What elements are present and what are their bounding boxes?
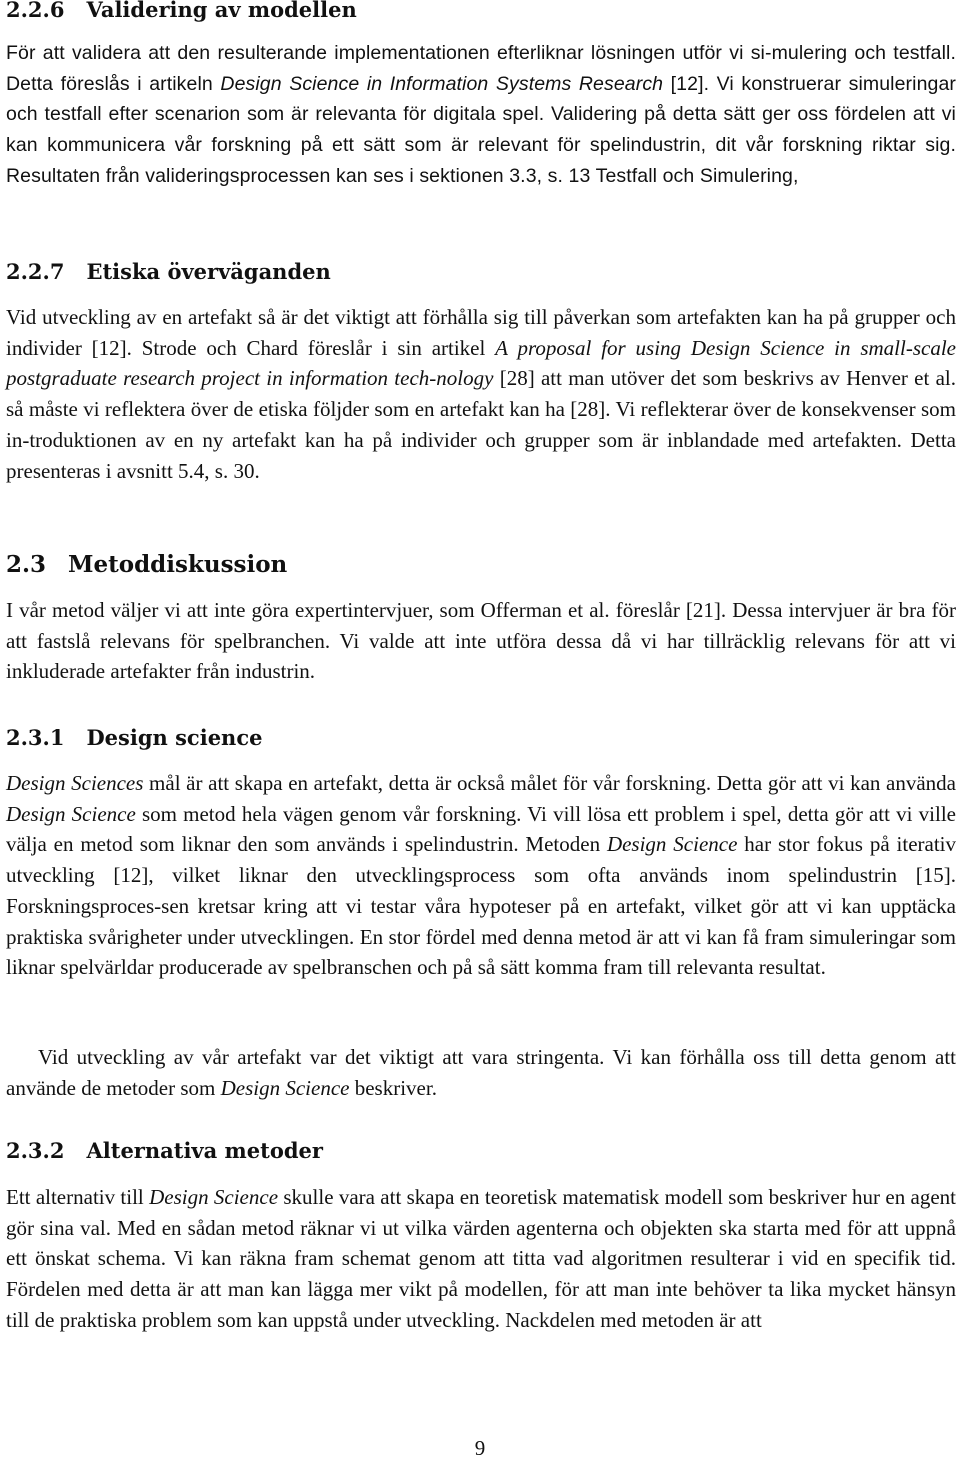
section-number: 2.3 [6,551,47,578]
section-number: 2.3.1 [6,725,65,750]
page-number: 9 [474,1436,486,1460]
section-heading-2-3-1 [6,725,262,751]
text-run: [12]. Vi konstruerar simuleringar och testfall efter scenarion som är relevanta för digitala spel. Validering på detta sätt ger oss fördelen att vi kan kommunicera vår forskning på ett sätt som är relevant för spelindustrin, dit vår forskning riktar sig. Resultaten från valideringsprocessen kan ses i sektionen 3.3, s. 13 Testfall och Simulering, [6,72,956,187]
paragraph [6,38,956,192]
italic-text-run: A proposal for using Design Science in small-scale postgraduate research project in information tech-nology [6,335,956,391]
paragraph [6,1182,956,1336]
text-run: För att validera att den resulterande implementationen efterliknar lösningen utför vi si-mulering och testfall. Detta föreslås i artikeln [6,42,956,95]
section-title: Metoddiskussion [68,551,288,578]
text-run: Vid utveckling av en artefakt så är det viktigt att förhålla sig till påverkan som artefakten kan ha på grupper och individer [12]. Strode och Chard föreslår i sin artikel [6,305,956,360]
section-title: Alternativa metoder [86,1138,323,1163]
text-run: beskriver. [349,1075,437,1100]
text-run: som metod hela vägen genom vår forskning. Vi vill lösa ett problem i spel, detta gör att vi ville välja en metod som liknar den som används i spelindustrin. Metoden [6,801,956,857]
section-title: Etiska överväganden [86,259,331,284]
text-run: Ett alternativ till [6,1185,150,1209]
text-run: mål är att skapa en artefakt, detta är också målet för vår forskning. Detta gör att vi kan använda [143,771,956,795]
text-run: skulle vara att skapa en teoretisk matematisk modell som beskriver hur en agent gör sina val. Med en sådan metod räknar vi ut vilka värden agenterna och objekten ska starta med för att uppnå ett önskat schema. Vi kan räkna fram schemat genom att titta vad algoritmen resulterar i vid en specifik tid. Fördelen med detta är att man kan lägga mer vikt på modellen, för att man inte behöver ta lika mycket hänsyn till de praktiska problem som kan uppstå under utveckling. Nackdelen med metoden är att [6,1185,956,1332]
section-title: Validering av modellen [86,0,357,22]
italic-text-run: Design Science [220,1075,350,1100]
italic-text-run: Design Science [606,832,738,857]
section-title: Design science [86,725,263,750]
text-run: Vid utveckling av vår artefakt var det viktigt att vara stringenta. Vi kan förhålla oss till detta genom att använde de metoder som [6,1045,956,1100]
italic-text-run: Design Science [149,1185,279,1209]
section-number: 2.2.7 [6,259,65,284]
section-number: 2.2.6 [6,0,65,22]
section-heading-2-3-2 [6,1138,323,1164]
section-heading-2-2-7 [6,259,331,285]
italic-text-run: Design Science in Information Systems Research [220,72,664,95]
paragraph [6,768,956,983]
italic-text-run: Design Science [6,801,136,826]
text-run: [28] att man utöver det som beskrivs av Henver et al. så måste vi reflektera över de etiska följder som en artefakt kan ha [28]. Vi reflekterar över de konsekvenser som in-troduktionen av en ny artefakt kan ha på individer och grupper som är inblandade med artefakten. Detta presenteras i avsnitt 5.4, s. 30. [6,366,956,483]
text-run: har stor fokus på iterativ utveckling [12], vilket liknar den utvecklingsprocess som ofta används inom spelindustrin [15]. Forskningsproces-sen kretsar kring att vi testar våra hypoteser på en artefakt, vilket gör att vi kan upptäcka praktiska svårigheter under utvecklingen. En stor fördel med denna metod är att vi kan få fram simuleringar som liknar spelvärldar producerade av spelbranschen och på så sätt komma fram till relevanta resultat. [6,832,956,980]
section-number: 2.3.2 [6,1138,65,1163]
section-heading-2-3 [6,551,287,579]
paragraph [6,1042,956,1103]
section-heading-2-2-6 [6,0,357,23]
paragraph [6,595,956,687]
paragraph [6,302,956,486]
italic-text-run: Design Sciences [6,771,144,795]
text-run: I vår metod väljer vi att inte göra expertintervjuer, som Offerman et al. föreslår [21]. Dessa intervjuer är bra för att fastslå relevans för spelbranchen. Vi valde att inte utföra dessa då vi har tillräcklig relevans för att vi inkluderade artefakter från industrin. [6,598,956,684]
